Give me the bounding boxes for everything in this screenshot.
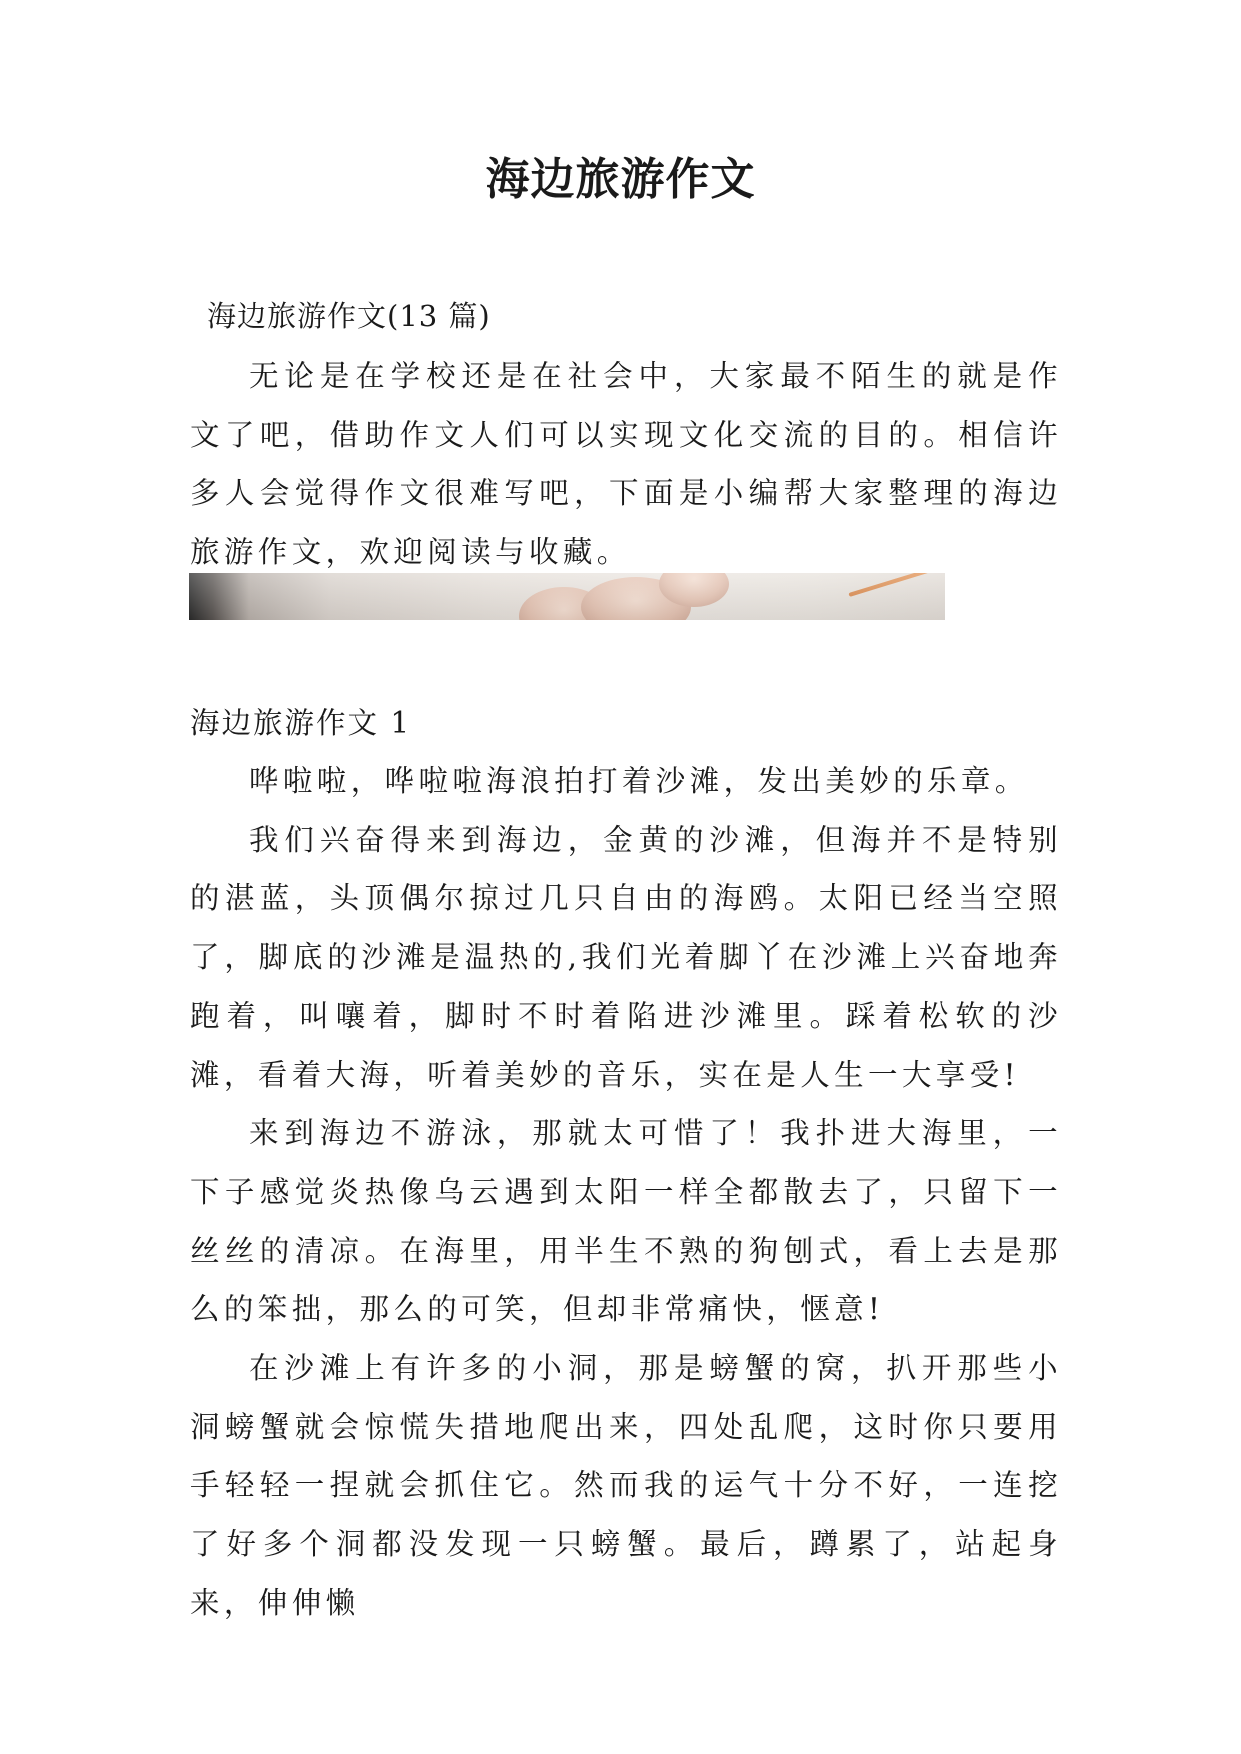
essay-paragraph: 来到海边不游泳，那就太可惜了！我扑进大海里，一下子感觉炎热像乌云遇到太阳一样全都散去了，只留下一丝丝的清凉。在海里，用半生不熟的狗刨式，看上去是那么的笨拙，那么的可笑，但却非常痛快，惬意! (190, 1116, 1062, 1327)
intro-text (190, 347, 1062, 582)
section-heading: 海边旅游作文 1 (190, 706, 412, 740)
document-title: 海边旅游作文 (485, 154, 756, 205)
writing-hand-photo (189, 573, 945, 620)
essay-text (190, 752, 1062, 1633)
document-subtitle: 海边旅游作文(13 篇) (207, 299, 491, 333)
intro-paragraph: 无论是在学校还是在社会中，大家最不陌生的就是作文了吧，借助作文人们可以实现文化交流的目的。相信许多人会觉得作文很难写吧，下面是小编帮大家整理的海边旅游作文，欢迎阅读与收藏。 (190, 359, 1062, 570)
essay-paragraph: 我们兴奋得来到海边，金黄的沙滩，但海并不是特别的湛蓝，头顶偶尔掠过几只自由的海鸥。太阳已经当空照了，脚底的沙滩是温热的,我们光着脚丫在沙滩上兴奋地奔跑着，叫嚷着，脚时不时着陷进沙滩里。踩着松软的沙滩，看着大海，听着美妙的音乐，实在是人生一大享受! (190, 822, 1062, 1092)
essay-paragraph: 在沙滩上有许多的小洞，那是螃蟹的窝，扒开那些小洞螃蟹就会惊慌失措地爬出来，四处乱爬，这时你只要用手轻轻一捏就会抓住它。然而我的运气十分不好，一连挖了好多个洞都没发现一只螃蟹。最后，蹲累了，站起身来，伸伸懒 (190, 1351, 1062, 1620)
essay-paragraph: 哗啦啦，哗啦啦海浪拍打着沙滩，发出美妙的乐章。 (249, 764, 1029, 798)
